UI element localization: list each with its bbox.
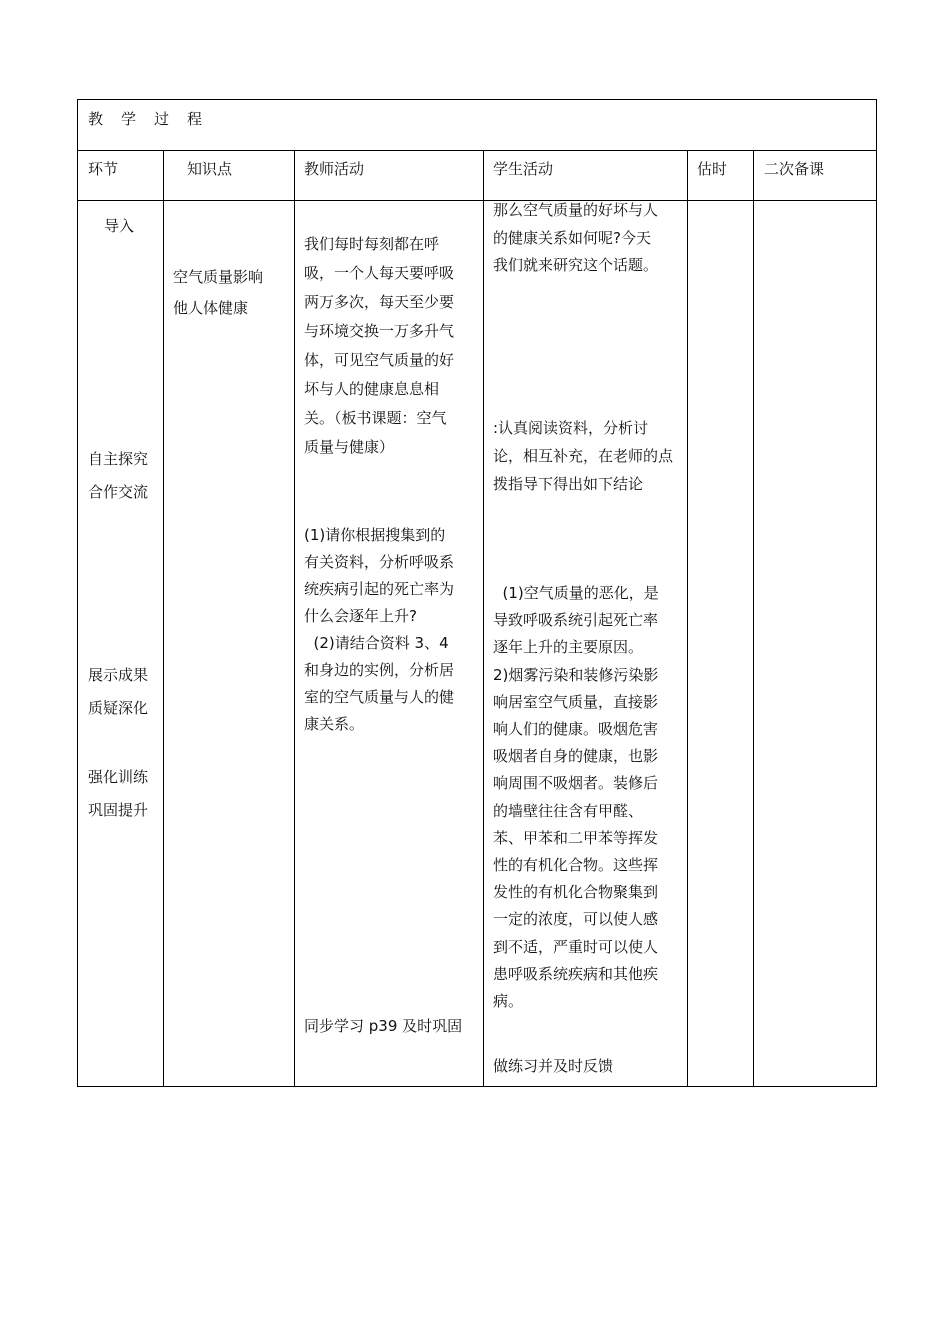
table-title: 教学过程 [88,110,221,128]
student-conclusion-line: 到不适，严重时可以使人 [493,937,659,956]
student-conclusion-line: 响人们的健康。吸烟危害 [493,720,659,739]
student-conclusion-line: 一定的浓度，可以使人感 [493,910,659,929]
section-show-line-1: 展示成果 [88,666,149,684]
table-col-rule-2 [294,150,295,1087]
teacher-intro-line: 质量与健康） [304,438,395,456]
knowledge-line-2: 他人体健康 [173,299,249,317]
section-train-line-2: 巩固提升 [88,801,149,819]
table-col-rule-1 [163,150,164,1087]
section-train-line-1: 强化训练 [88,768,149,786]
column-header-revision: 二次备课 [764,160,825,178]
teacher-intro-line: 体，可见空气质量的好 [304,351,455,369]
table-col-rule-4 [687,150,688,1087]
section-explore-line-1: 自主探究 [88,450,149,468]
student-conclusion-line: (1)空气质量的恶化，是 [493,584,659,602]
student-practice: 做练习并及时反馈 [493,1057,614,1075]
student-intro-paragraph [493,197,685,280]
column-header-teacher: 教师活动 [304,160,365,178]
teacher-intro-line: 与环境交换一万多升气 [304,322,455,340]
student-conclusion-line: 逐年上升的主要原因。 [493,638,644,657]
table-col-rule-5 [753,150,754,1087]
student-conclusion-line: 响居室空气质量，直接影 [493,692,659,711]
student-conclusion-line: 导致呼吸系统引起死亡率 [493,611,659,630]
column-header-section: 环节 [88,160,119,178]
student-discuss-paragraph [493,414,685,498]
table-rule-columns [77,200,877,201]
table-rule-header [77,150,877,151]
teacher-question-line: (2)请结合资料 3、4 [304,634,449,652]
teacher-question-line: 统疾病引起的死亡率为 [304,580,455,598]
student-conclusion-line: 的墙壁往往含有甲醛、 [493,801,644,820]
teacher-intro-line: 坏与人的健康息息相 [304,380,440,398]
teacher-question-line: 有关资料，分析呼吸系 [304,553,455,571]
student-conclusion-line: 2)烟雾污染和装修污染影 [493,665,659,684]
student-discuss-line: 论，相互补充，在老师的点 [493,447,674,465]
student-conclusion-line: 响周围不吸烟者。装修后 [493,774,659,793]
teacher-question-line: 和身边的实例，分析居 [304,661,455,679]
teacher-question-line: 康关系。 [304,715,365,733]
teacher-question-line: (1)请你根据搜集到的 [304,526,446,544]
student-conclusion-line: 吸烟者自身的健康，也影 [493,747,659,766]
student-conclusion-line: 病。 [493,992,524,1011]
teacher-practice: 同步学习 p39 及时巩固 [304,1017,463,1035]
student-intro-line: 我们就来研究这个话题。 [493,256,659,274]
section-show-line-2: 质疑深化 [88,699,149,717]
student-intro-line: 那么空气质量的好坏与人 [493,201,659,219]
student-conclusion-line: 性的有机化合物。这些挥 [493,856,659,875]
student-intro-line: 的健康关系如何呢?今天 [493,228,651,247]
teacher-question-line: 什么会逐年上升? [304,607,417,625]
teacher-intro-line: 两万多次，每天至少要 [304,293,455,311]
student-conclusion-line: 患呼吸系统疾病和其他疾 [493,964,659,983]
student-discuss-line: 拨指导下得出如下结论 [493,475,644,493]
column-header-time: 估时 [697,160,728,178]
teacher-question-line: 室的空气质量与人的健 [304,688,455,706]
teacher-intro-line: 吸，一个人每天要呼吸 [304,264,455,282]
teacher-intro-line: 我们每时每刻都在呼 [304,235,440,253]
knowledge-line-1: 空气质量影响 [173,268,264,286]
teacher-intro-line: 关。（板书课题：空气 [304,409,447,427]
column-header-knowledge: 知识点 [187,160,233,178]
column-header-student: 学生活动 [493,160,554,178]
teacher-intro-paragraph [304,230,480,462]
student-conclusion-paragraph [493,580,685,1015]
section-intro: 导入 [104,217,135,235]
student-discuss-line: :认真阅读资料，分析讨 [493,419,649,437]
table-col-rule-3 [483,150,484,1087]
student-conclusion-line: 苯、甲苯和二甲苯等挥发 [493,828,659,847]
teacher-questions-paragraph [304,522,480,738]
student-conclusion-line: 发性的有机化合物聚集到 [493,883,659,902]
section-explore-line-2: 合作交流 [88,483,149,501]
